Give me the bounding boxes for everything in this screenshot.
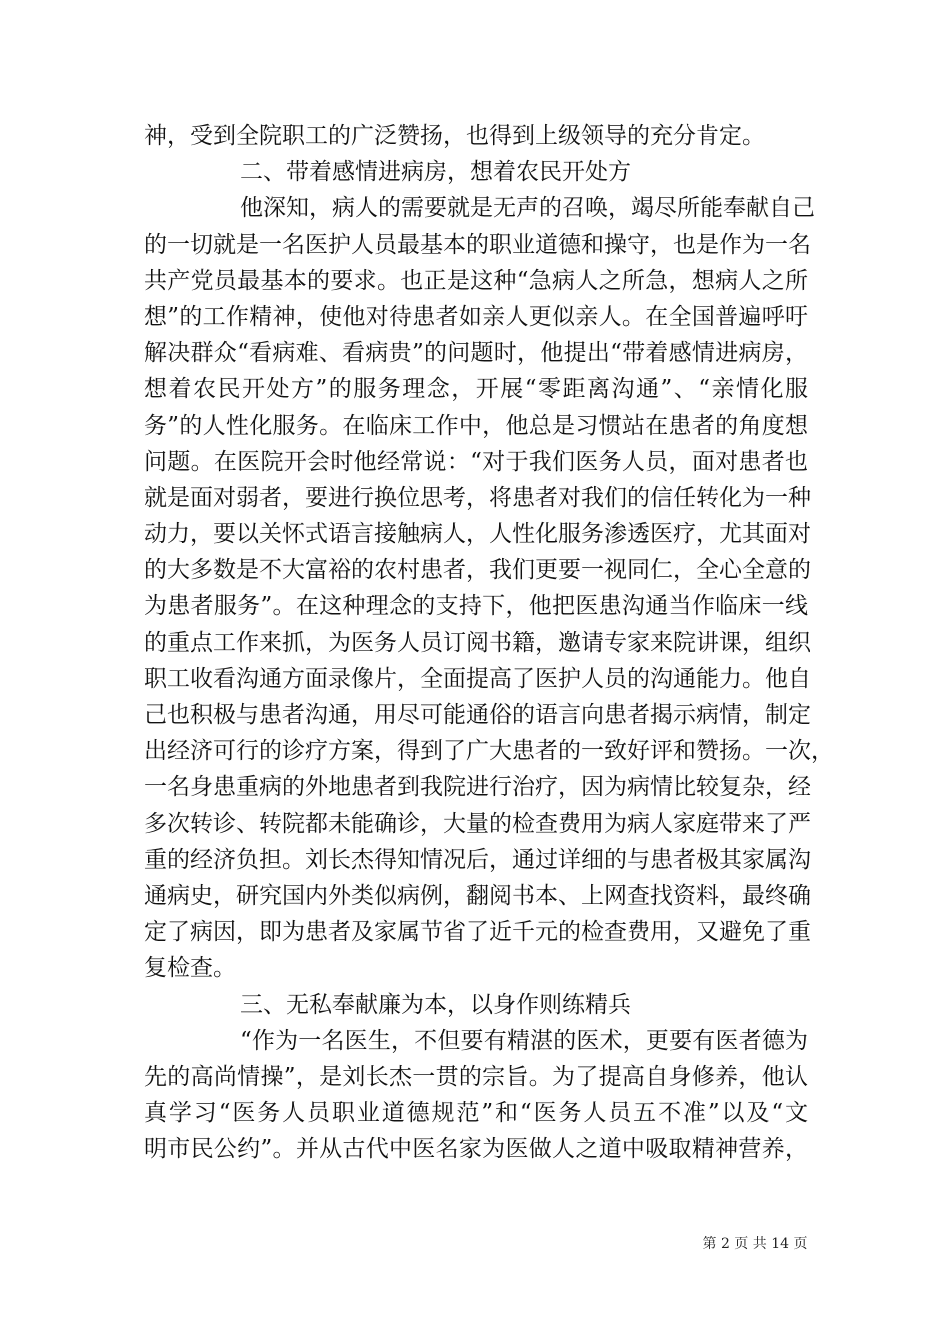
paragraph-line: 多次转诊、转院都未能确诊，大量的检查费用为病人家庭带来了严: [144, 810, 811, 837]
paragraph-line: 神，受到全院职工的广泛赞扬，也得到上级领导的充分肯定。: [144, 123, 765, 149]
paragraph-line: 先的高尚情操”，是刘长杰一贯的宗旨。为了提高自身修养，他认: [144, 1063, 808, 1090]
paragraph-line: 共产党员最基本的要求。也正是这种“急病人之所急，想病人之所: [144, 267, 808, 294]
paragraph-line: 出经济可行的诊疗方案，得到了广大患者的一致好评和赞扬。一次，: [144, 738, 834, 765]
paragraph-line: 动力，要以关怀式语言接触病人，人性化服务渗透医疗，尤其面对: [144, 521, 811, 548]
paragraph-line: 想”的工作精神，使他对待患者如亲人更似亲人。在全国普遍呼吁: [144, 303, 808, 330]
paragraph-line: 职工收看沟通方面录像片，全面提高了医护人员的沟通能力。他自: [144, 665, 811, 692]
paragraph-line: 的大多数是不大富裕的农村患者，我们更要一视同仁，全心全意的: [144, 557, 811, 584]
paragraph-line: 定了病因，即为患者及家属节省了近千元的检查费用，又避免了重: [144, 919, 811, 946]
paragraph-line: 明市民公约”。并从古代中医名家为医做人之道中吸取精神营养，: [144, 1136, 808, 1163]
paragraph-line: 己也积极与患者沟通，用尽可能通俗的语言向患者揭示病情，制定: [144, 702, 811, 728]
paragraph-line: 的一切就是一名医护人员最基本的职业道德和操守，也是作为一名: [144, 231, 811, 258]
page-number-footer: 第 2 页 共 14 页: [702, 1236, 808, 1252]
paragraph-line: 就是面对弱者，要进行换位思考，将患者对我们的信任转化为一种: [144, 484, 811, 511]
paragraph-line: 他深知，病人的需要就是无声的召唤，竭尽所能奉献自己: [240, 195, 815, 222]
section-heading: 二、带着感情进病房，想着农民开处方: [240, 159, 631, 186]
paragraph-line: 问题。在医院开会时他经常说：“对于我们医务人员，面对患者也: [144, 448, 808, 475]
paragraph-line: “作为一名医生，不但要有精湛的医术，更要有医者德为: [240, 1027, 808, 1054]
paragraph-line: 务”的人性化服务。在临床工作中，他总是习惯站在患者的角度想: [144, 412, 808, 439]
document-body: [144, 118, 834, 1167]
paragraph-line: 解决群众“看病难、看病贵”的问题时，他提出“带着感情进病房，: [144, 340, 808, 367]
section-heading: 三、无私奉献廉为本，以身作则练精兵: [240, 991, 631, 1018]
paragraph-line: 真学习“医务人员职业道德规范”和“医务人员五不准”以及“文: [144, 1100, 808, 1127]
paragraph-line: 一名身患重病的外地患者到我院进行治疗，因为病情比较复杂，经: [144, 774, 811, 801]
paragraph-line: 想着农民开处方”的服务理念，开展“零距离沟通”、“亲情化服: [144, 376, 808, 403]
paragraph-line: 通病史，研究国内外类似病例，翻阅书本、上网查找资料，最终确: [144, 882, 811, 909]
paragraph-line: 重的经济负担。刘长杰得知情况后，通过详细的与患者极其家属沟: [144, 846, 811, 873]
paragraph-line: 为患者服务”。在这种理念的支持下，他把医患沟通当作临床一线: [144, 593, 808, 620]
paragraph-line: 的重点工作来抓，为医务人员订阅书籍，邀请专家来院讲课，组织: [144, 629, 811, 656]
paragraph-line: 复检查。: [144, 955, 236, 982]
